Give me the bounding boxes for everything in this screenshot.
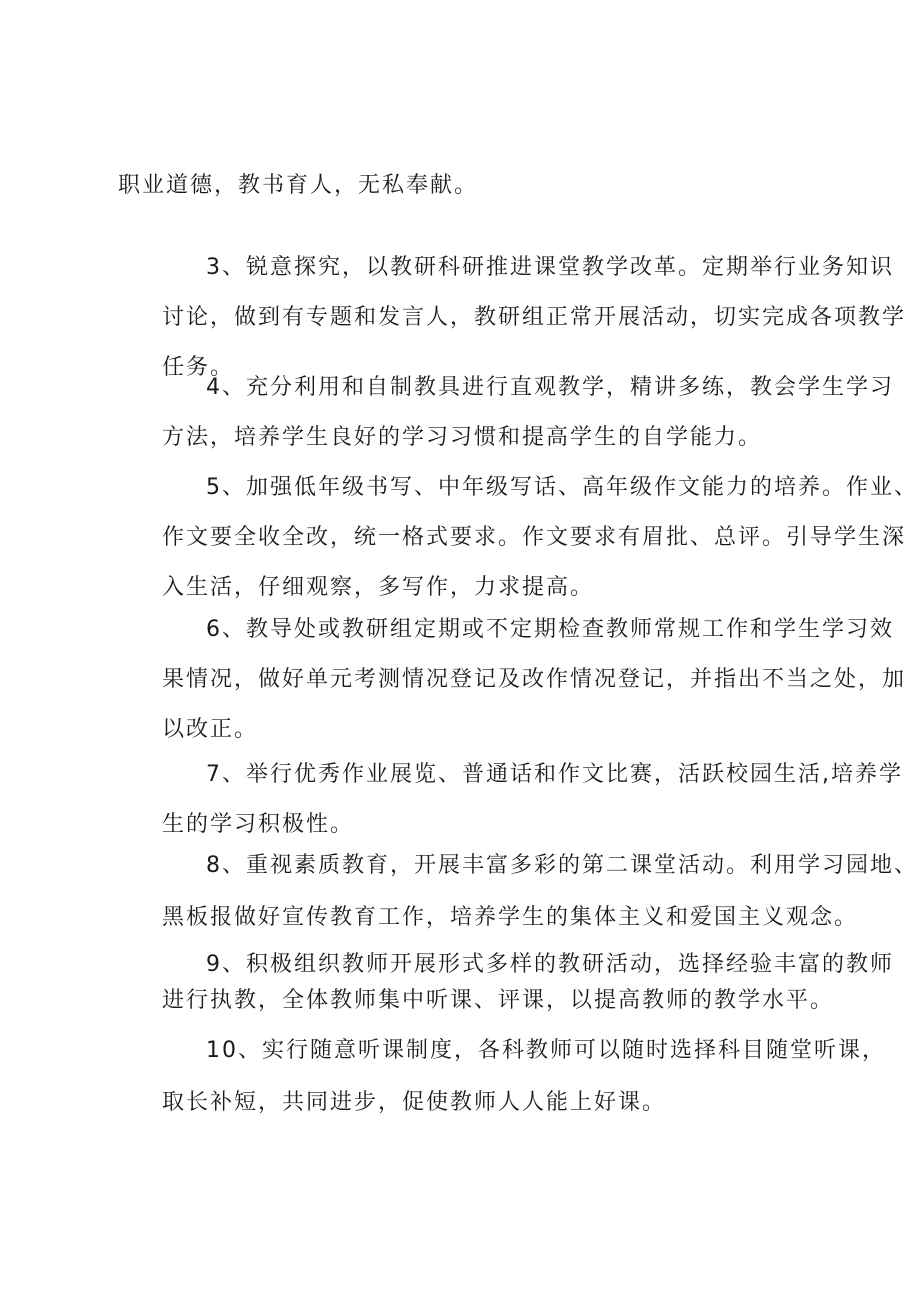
text-line: 职业道德，教书育人，无私奉献。	[118, 173, 479, 198]
text-line: 取长补短，共同进步，促使教师人人能上好课。	[162, 1090, 667, 1115]
paragraph-continuation	[118, 163, 838, 209]
paragraph-item-6	[118, 605, 907, 755]
text-line: 黑板报做好宣传教育工作，培养学生的集体主义和爱国主义观念。	[162, 905, 859, 930]
paragraph-item-9	[118, 947, 894, 1019]
text-line: 以改正。	[162, 717, 259, 742]
text-line: 5、加强低年级书写、中年级写话、高年级作文能力的培养。作业、	[206, 475, 918, 500]
paragraph-item-5	[118, 463, 918, 613]
text-line: 讨论，做到有专题和发言人，教研组正常开展活动，切实完成各项教学	[162, 305, 907, 330]
text-line: 9、积极组织教师开展形式多样的教研活动，选择经验丰富的教师	[206, 952, 894, 977]
paragraph-item-7	[118, 750, 903, 850]
text-line: 方法，培养学生良好的学习习惯和提高学生的自学能力。	[162, 425, 763, 450]
text-line: 10、实行随意听课制度，各科教师可以随时选择科目随堂听课，	[206, 1038, 886, 1063]
paragraph-item-10	[118, 1025, 886, 1129]
text-line: 4、充分利用和自制教具进行直观教学，精讲多练，教会学生学习	[206, 375, 894, 400]
text-line: 任务。	[162, 355, 235, 380]
text-line: 6、教导处或教研组定期或不定期检查教师常规工作和学生学习效	[206, 617, 894, 642]
text-line: 生的学习积极性。	[162, 812, 355, 837]
paragraph-item-4	[118, 363, 894, 463]
text-line: 进行执教，全体教师集中听课、评课，以提高教师的教学水平。	[162, 988, 835, 1013]
text-line: 7、举行优秀作业展览、普通话和作文比赛，活跃校园生活,培养学	[206, 762, 903, 787]
text-line: 果情况，做好单元考测情况登记及改作情况登记，并指出不当之处，加	[162, 667, 907, 692]
paragraph-item-8	[118, 840, 918, 944]
text-line: 作文要全收全改，统一格式要求。作文要求有眉批、总评。引导学生深	[162, 525, 907, 550]
text-line: 8、重视素质教育，开展丰富多彩的第二课堂活动。利用学习园地、	[206, 853, 918, 878]
text-line: 3、锐意探究，以教研科研推进课堂教学改革。定期举行业务知识	[206, 255, 894, 280]
text-line: 入生活，仔细观察，多写作，力求提高。	[162, 575, 595, 600]
